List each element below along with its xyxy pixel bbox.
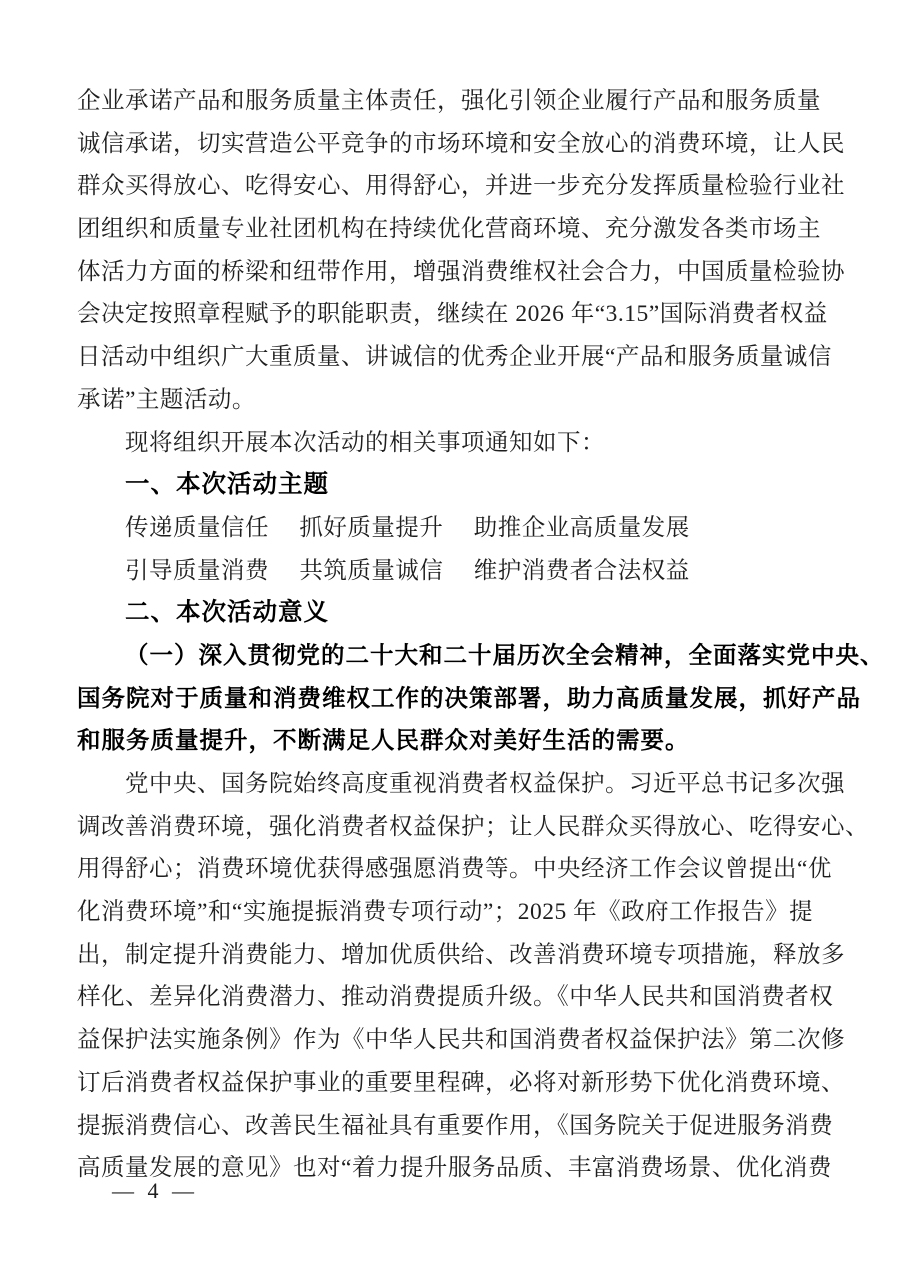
significance-body-line: 样化、差异化消费潜力、推动消费提质升级。《中华人民共和国消费者权 bbox=[77, 984, 834, 1011]
significance-body-line: 提振消费信心、改善民生福祉具有重要作用，《国务院关于促进服务消费 bbox=[77, 1112, 834, 1139]
continued-paragraph-line: 日活动中组织广大重质量、讲诚信的优秀企业开展“产品和服务质量诚信 bbox=[77, 344, 832, 371]
significance-body-line: 用得舒心；消费环境优获得感强愿消费等。中央经济工作会议曾提出“优 bbox=[77, 856, 832, 883]
intro-sentence-line: 现将组织开展本次活动的相关事项通知如下： bbox=[125, 429, 605, 456]
continued-paragraph-line: 承诺”主题活动。 bbox=[77, 386, 256, 413]
continued-paragraph-line: 团组织和质量专业社团机构在持续优化营商环境、充分激发各类市场主 bbox=[77, 216, 821, 243]
section-2-heading-line: 二、本次活动意义 bbox=[125, 599, 329, 627]
continued-paragraph-line: 体活力方面的桥梁和纽带作用，增强消费维权社会合力，中国质量检验协 bbox=[77, 258, 845, 285]
document-content bbox=[77, 80, 885, 1190]
theme-line-1-line: 传递质量信任 抓好质量提升 助推企业高质量发展 bbox=[125, 514, 690, 541]
section-1-heading-line: 一、本次活动主题 bbox=[125, 471, 329, 499]
significance-body-line: 益保护法实施条例》作为《中华人民共和国消费者权益保护法》第二次修 bbox=[77, 1027, 845, 1054]
significance-body-line: 化消费环境”和“实施提振消费专项行动”；2025 年《政府工作报告》提 bbox=[77, 899, 814, 926]
continued-paragraph-line: 会决定按照章程赋予的职能职责，继续在 2026 年“3.15”国际消费者权益 bbox=[77, 301, 828, 328]
significance-body-line: 调改善消费环境，强化消费者权益保护；让人民群众买得放心、吃得安心、 bbox=[77, 813, 869, 840]
continued-paragraph-line: 群众买得放心、吃得安心、用得舒心，并进一步充分发挥质量检验行业社 bbox=[77, 173, 845, 200]
page-number: — 4 — bbox=[112, 1178, 198, 1203]
continued-paragraph-line: 企业承诺产品和服务质量主体责任，强化引领企业履行产品和服务质量 bbox=[77, 88, 821, 114]
significance-body-line: 出，制定提升消费能力、增加优质供给、改善消费环境专项措施，释放多 bbox=[77, 941, 845, 968]
significance-point-1-line: （一）深入贯彻党的二十大和二十届历次全会精神，全面落实党中央、 bbox=[125, 642, 885, 669]
significance-body-line: 党中央、国务院始终高度重视消费者权益保护。习近平总书记多次强 bbox=[125, 771, 845, 797]
continued-paragraph-line: 诚信承诺，切实营造公平竞争的市场环境和安全放心的消费环境，让人民 bbox=[77, 130, 845, 157]
significance-body-line: 高质量发展的意见》也对“着力提升服务品质、丰富消费场景、优化消费 bbox=[77, 1155, 832, 1182]
significance-point-1-line: 国务院对于质量和消费维权工作的决策部署，助力高质量发展，抓好产品 bbox=[77, 685, 861, 712]
significance-point-1-line: 和服务质量提升，不断满足人民群众对美好生活的需要。 bbox=[77, 728, 690, 755]
theme-line-2-line: 引导质量消费 共筑质量诚信 维护消费者合法权益 bbox=[125, 557, 690, 584]
significance-body-line: 订后消费者权益保护事业的重要里程碑，必将对新形势下优化消费环境、 bbox=[77, 1069, 845, 1096]
